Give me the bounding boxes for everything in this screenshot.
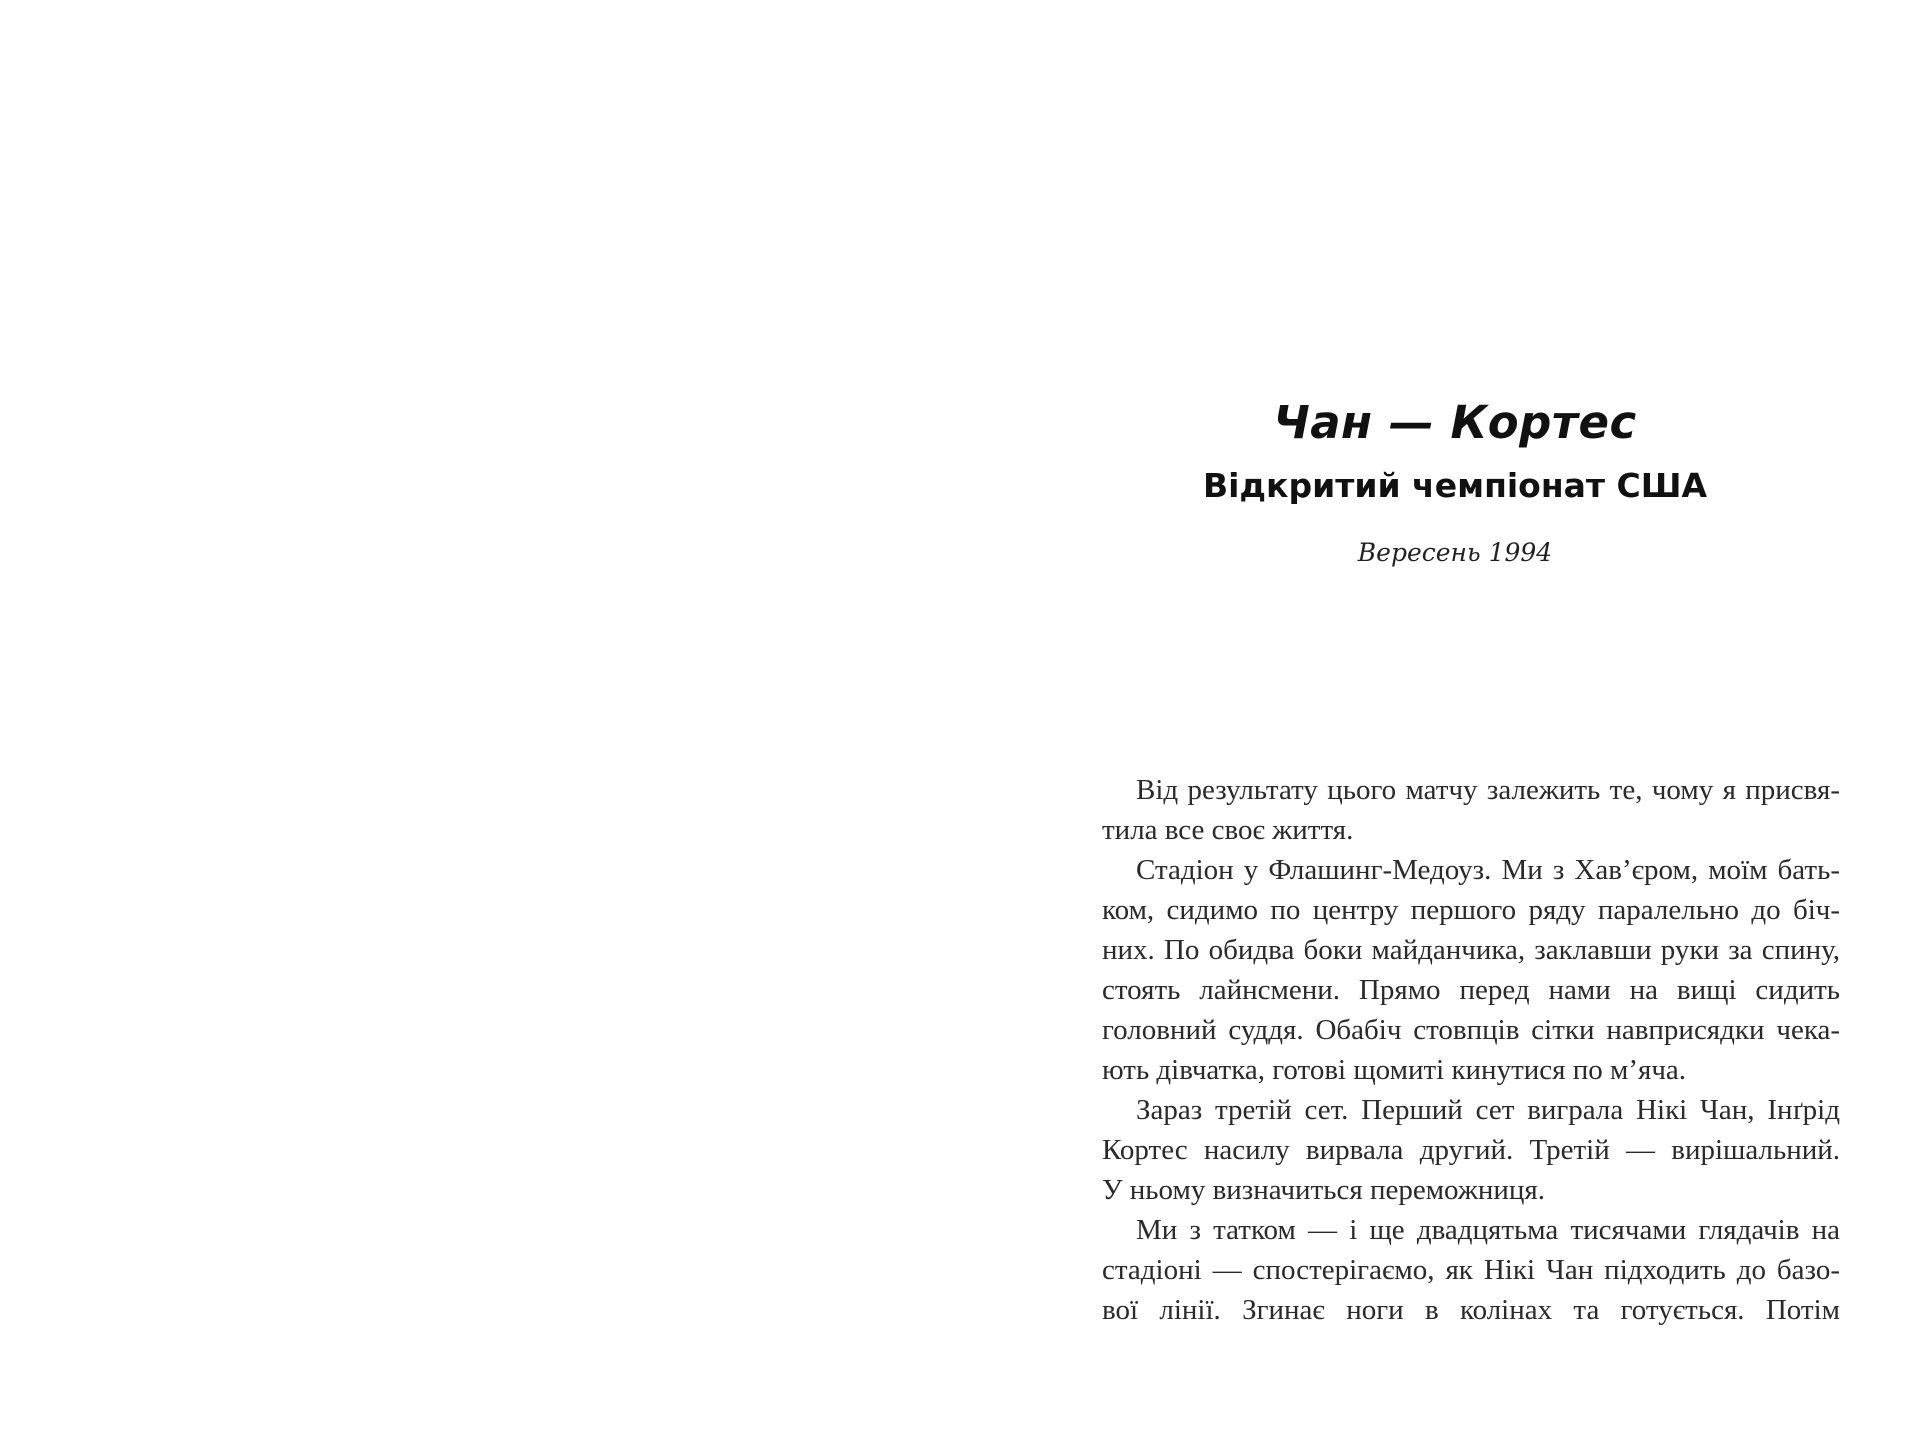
- text-line: Стадіон у Флашинг-Медоуз. Ми з Хав’єром, моїм бать-: [1136, 854, 1840, 886]
- text-line: Зараз третій сет. Перший сет виграла Нікі Чан, Інґрід: [1136, 1094, 1840, 1126]
- text-line: Від результату цього матчу залежить те, чому я присвя-: [1136, 774, 1840, 806]
- text-line: вої лінії. Згинає ноги в колінах та готується. Потім: [1102, 1294, 1840, 1326]
- text-line: стоять лайнсмени. Прямо перед нами на вищі сидить: [1102, 974, 1840, 1006]
- text-line: Ми з татком — і ще двадцятьма тисячами глядачів на: [1136, 1214, 1840, 1246]
- text-line: Кортес насилу вирвала другий. Третій — вирішальний.: [1102, 1134, 1840, 1166]
- text-line: стадіоні — спостерігаємо, як Нікі Чан підходить до базо-: [1102, 1254, 1840, 1286]
- text-line: ють дівчатка, готові щомиті кинутися по м’яча.: [1102, 1054, 1687, 1086]
- chapter-title: Чан — Кортес: [1273, 396, 1637, 449]
- chapter-date: Вересень 1994: [1357, 538, 1553, 567]
- text-line: головний суддя. Обабіч стовпців сітки навприсядки чека-: [1102, 1014, 1840, 1046]
- text-line: них. По обидва боки майданчика, заклавши руки за спину,: [1102, 934, 1840, 966]
- chapter-subtitle: Відкритий чемпіонат США: [1202, 466, 1708, 505]
- text-line: У ньому визначиться переможниця.: [1102, 1174, 1546, 1206]
- body-text: [1102, 770, 1840, 1330]
- text-line: тила все своє життя.: [1102, 814, 1354, 846]
- text-line: ком, сидимо по центру першого ряду паралельно до біч-: [1102, 894, 1840, 926]
